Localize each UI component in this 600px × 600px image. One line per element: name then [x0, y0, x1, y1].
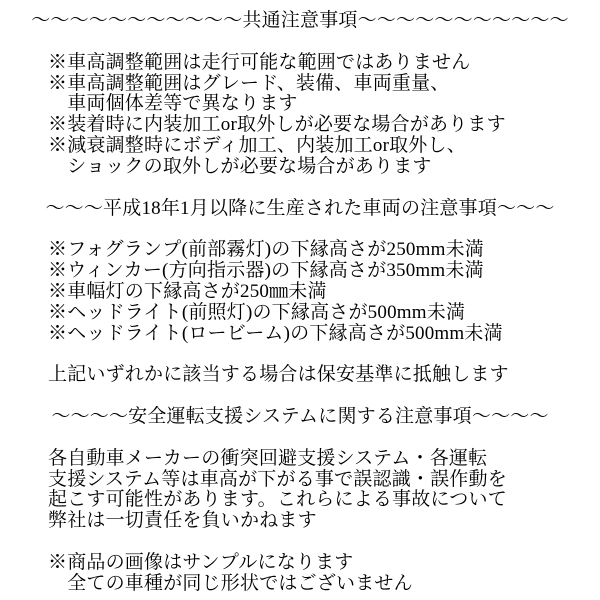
- text-line: ※ヘッドライト(前照灯)の下縁高さが500mm未満: [48, 301, 466, 323]
- text-line: 各自動車メーカーの衝突回避支援システム・各運転: [48, 447, 488, 469]
- blank-line: [0, 178, 600, 199]
- blank-line: [0, 32, 600, 53]
- blank-line: [0, 219, 600, 240]
- text-line: 車両個体差等で異なります: [48, 93, 298, 115]
- text-line: ※装着時に内装加工or取外しが必要な場合があります: [48, 114, 506, 136]
- section-header: ～～～～～～～～～～～共通注意事項～～～～～～～～～～～: [31, 10, 569, 31]
- text-line: ※車幅灯の下縁高さが250㎜未満: [48, 280, 327, 302]
- text-line: ※ウィンカー(方向指示器)の下縁高さが350mm未満: [48, 260, 484, 282]
- text-line: ショックの取外しが必要な場合があります: [48, 155, 432, 177]
- blank-line: [0, 345, 600, 366]
- text-line: 起こす可能性があります。これらによる事故について: [48, 489, 507, 511]
- blank-line: [0, 386, 600, 407]
- section-header: ～～～平成18年1月以降に生産された車両の注意事項～～～: [45, 197, 555, 219]
- blank-line: [0, 532, 600, 553]
- text-line: ※商品の画像はサンプルになります: [48, 551, 354, 573]
- blank-line: [0, 428, 600, 449]
- text-line: ※車高調整範囲は走行可能な範囲ではありません: [48, 51, 471, 73]
- notice-text: [0, 11, 600, 595]
- text-line: 弊社は一切責任を負いかねます: [48, 510, 317, 532]
- section-header: ～～～～安全運転支援システムに関する注意事項～～～～: [51, 406, 549, 428]
- text-line: 支援システム等は車高が下がる事で誤認識・誤作動を: [48, 468, 507, 490]
- text-line: ※車高調整範囲はグレード、装備、車両重量、: [48, 72, 450, 94]
- text-line: 上記いずれかに該当する場合は保安基準に抵触します: [48, 364, 509, 386]
- text-line: 全ての車種が同じ形状ではございません: [48, 572, 413, 594]
- text-line: ※フォグランプ(前部霧灯)の下縁高さが250mm未満: [48, 239, 484, 261]
- text-line: ※ヘッドライト(ロービーム)の下縁高さが500mm未満: [48, 322, 503, 344]
- text-line: ※減衰調整時にボディ加工、内装加工or取外し、: [48, 135, 466, 157]
